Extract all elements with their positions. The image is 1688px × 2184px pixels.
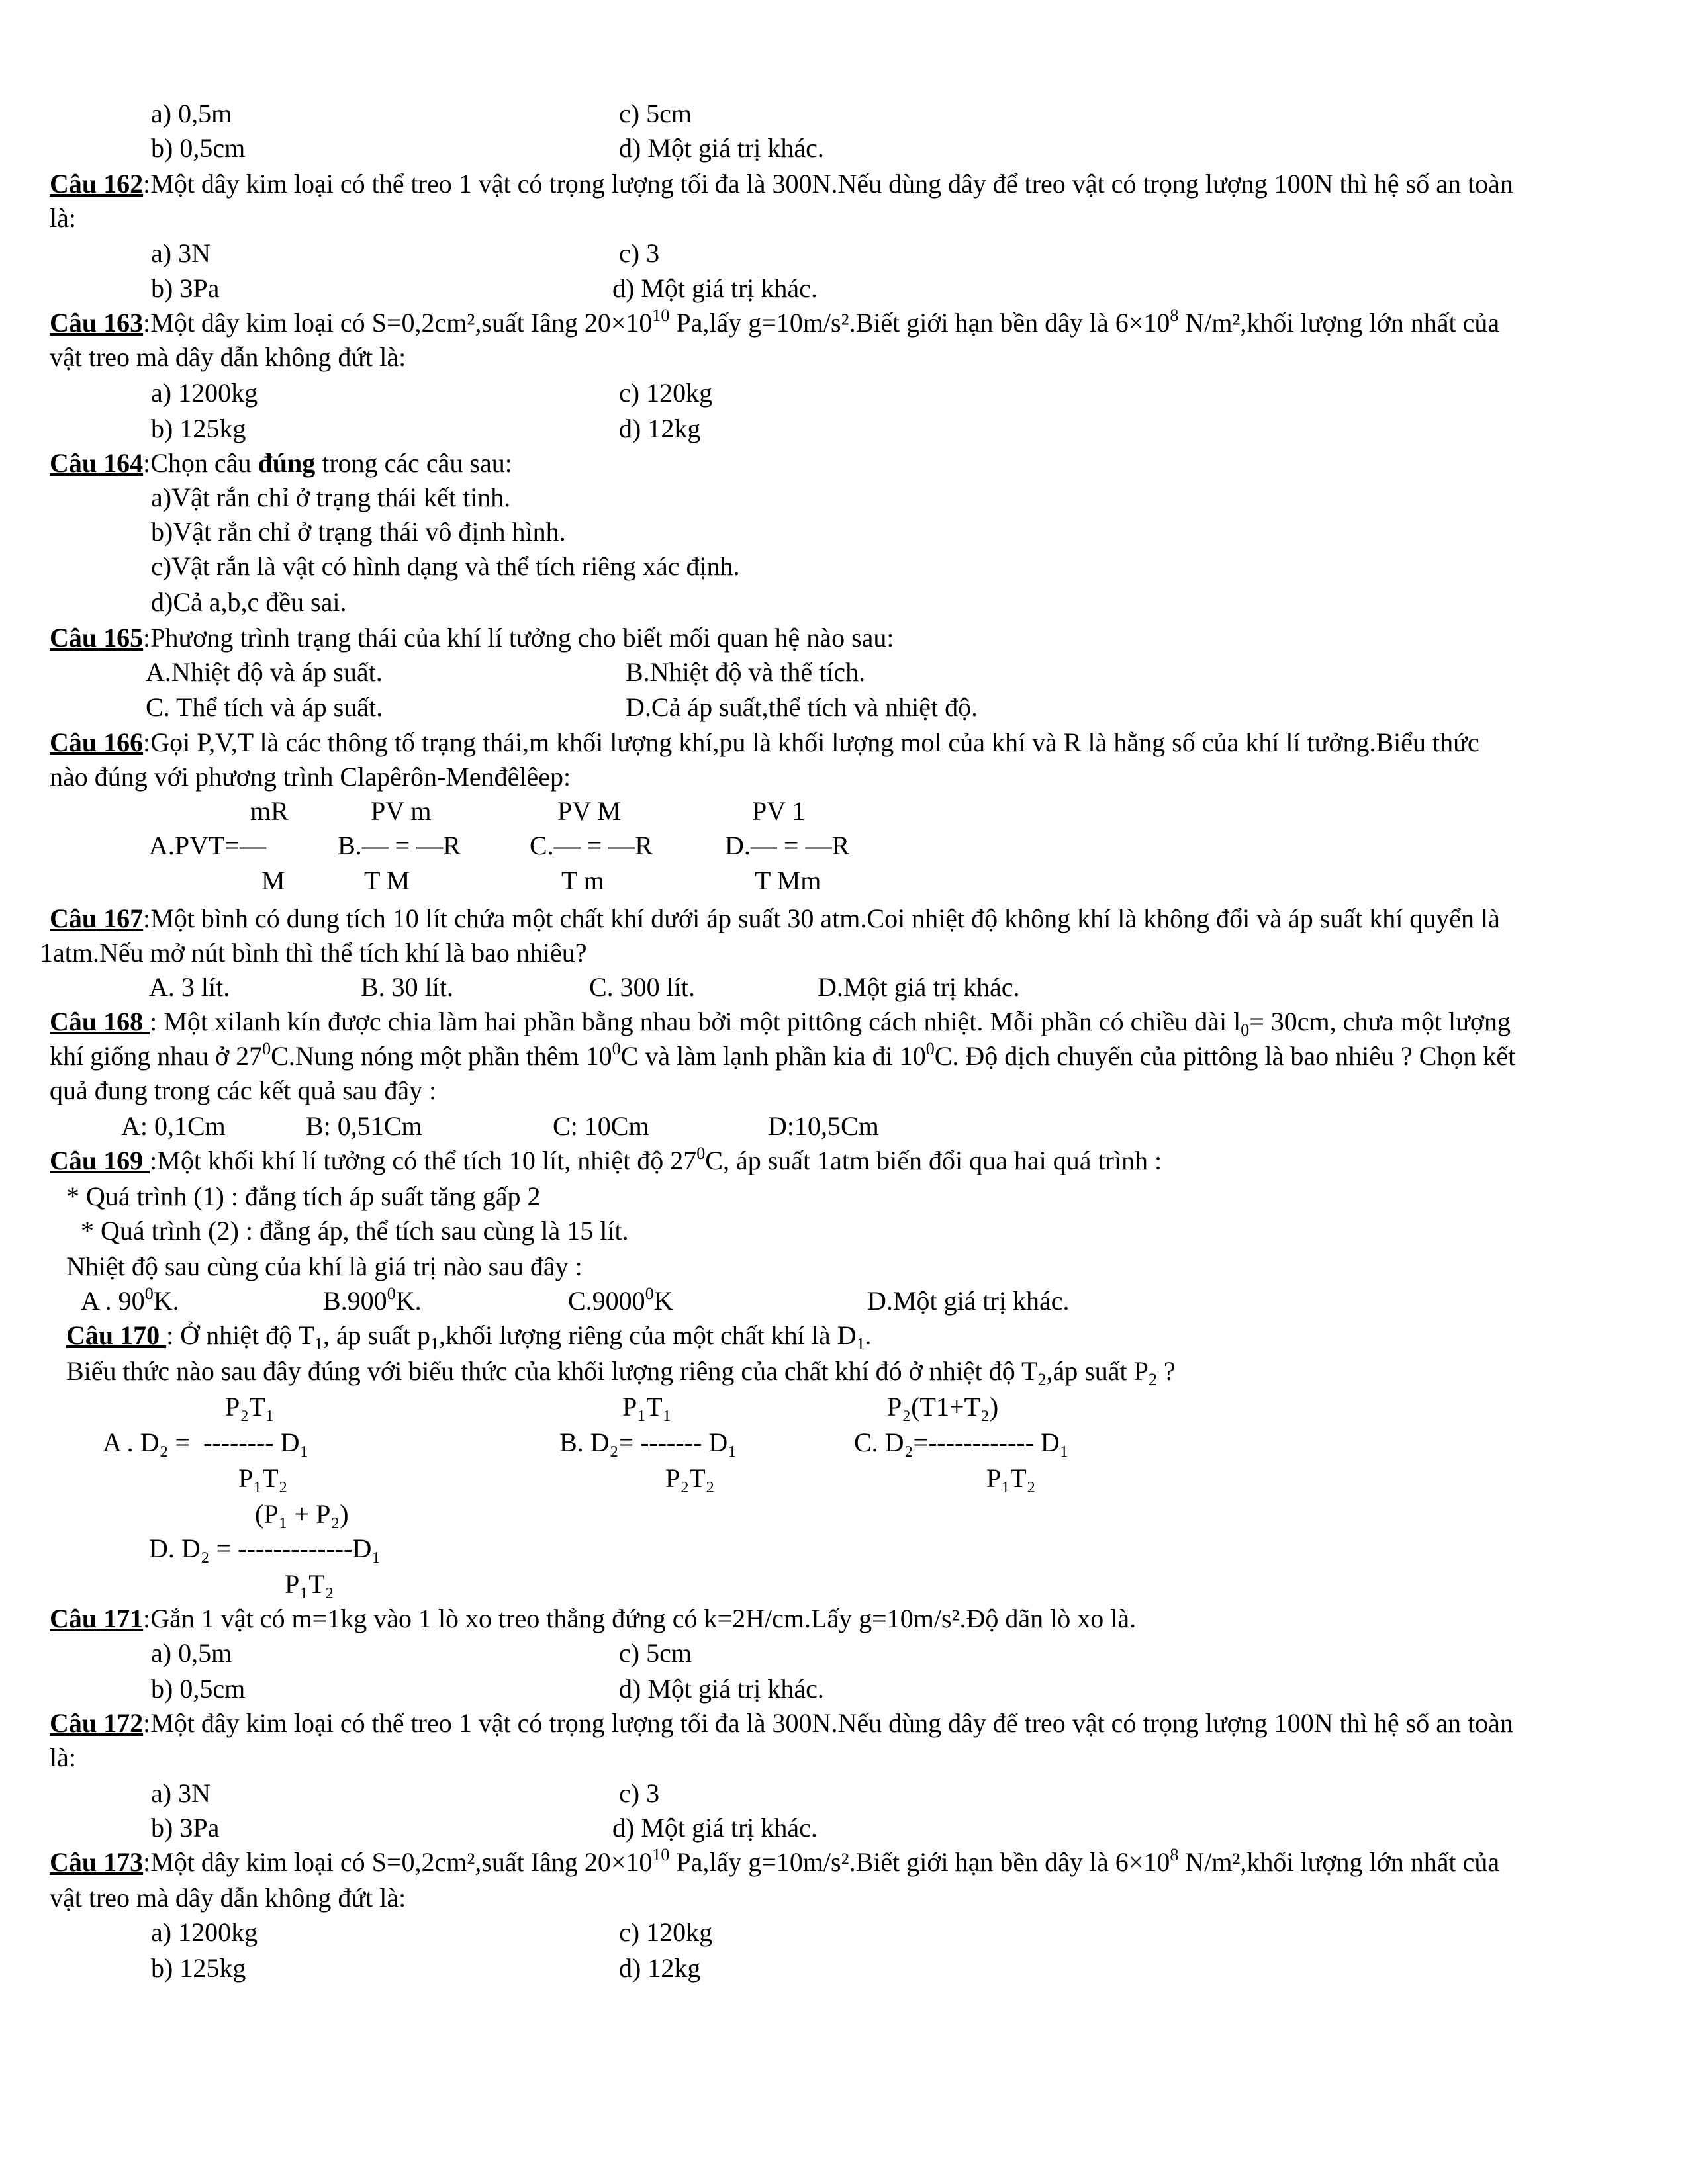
option-d: d) Một giá trị khác. bbox=[619, 1674, 824, 1704]
option-d: d) Một giá trị khác. bbox=[619, 133, 824, 163]
question-164-stem: Câu 164:Chọn câu đúng trong các câu sau: bbox=[50, 448, 512, 478]
option-d: D:10,5Cm bbox=[768, 1111, 879, 1141]
option-a: a) 0,5m bbox=[151, 99, 232, 128]
option-c: c) 120kg bbox=[619, 1917, 713, 1947]
option-b: B.Nhiệt độ và thể tích. bbox=[626, 657, 866, 687]
question-169-stem: Câu 169 :Một khối khí lí tưởng có thể tích 10 lít, nhiệt độ $27^0C$, áp suất 1atm biến đổi qua hai quá trình : bbox=[50, 1144, 1162, 1175]
formula-a-denominator: M bbox=[261, 866, 285, 895]
formula-a-numerator: P₂T₁ bbox=[225, 1392, 275, 1422]
option-b: B. 30 lít. bbox=[361, 972, 454, 1002]
option-c: C: 10Cm bbox=[553, 1111, 649, 1141]
question-number: Câu 165 bbox=[50, 623, 144, 653]
option-d: D.Cả áp suất,thể tích và nhiệt độ. bbox=[626, 692, 978, 722]
option-a: A. 3 lít. bbox=[149, 972, 230, 1002]
formula-d: D.— = —R bbox=[725, 831, 850, 860]
option-c: c) 3 bbox=[619, 238, 660, 268]
formula-b-denominator: P₂T₂ bbox=[665, 1463, 715, 1493]
option-b: b) 3Pa bbox=[151, 273, 220, 303]
question-text-cont: nào đúng với phương trình Clapêrôn-Menđêlêep: bbox=[50, 762, 571, 792]
option-d: d)Cả a,b,c đều sai. bbox=[151, 587, 347, 617]
option-a: a)Vật rắn chỉ ở trạng thái kết tinh. bbox=[151, 482, 511, 512]
question-number: Câu 166 bbox=[50, 727, 144, 757]
question-text-cont: là: bbox=[50, 1743, 76, 1772]
option-c: c) 120kg bbox=[619, 378, 713, 408]
formula-c-numerator: PV M bbox=[557, 796, 621, 826]
formula-d-numerator: PV 1 bbox=[752, 796, 806, 826]
option-a: a) 3N bbox=[151, 238, 211, 268]
question-number: Câu 167 bbox=[50, 903, 144, 933]
option-c: c) 5cm bbox=[619, 99, 692, 128]
formula-d: D. D₂ = -------------D₁ bbox=[149, 1533, 381, 1563]
option-c: c) 3 bbox=[619, 1778, 660, 1808]
option-b: b) 125kg bbox=[151, 414, 246, 443]
question-162-stem bbox=[50, 167, 1513, 201]
option-b: b)Vật rắn chỉ ở trạng thái vô định hình. bbox=[151, 517, 566, 547]
option-d: d) 12kg bbox=[619, 414, 701, 443]
option-d: D.Một giá trị khác. bbox=[867, 1286, 1070, 1316]
formula-b: B. D₂= ------- D₁ bbox=[559, 1428, 737, 1457]
question-173-stem: Câu 173:Một dây kim loại có S=0,2cm²,suất Iâng $20\times 10^{10}$ Pa,lấy g=10m/s².Biết giới hạn bền dây là $6\times 10^8$ N/m²,khối lượng lớn nhất của bbox=[50, 1845, 1500, 1877]
option-b: b) 3Pa bbox=[151, 1813, 220, 1843]
formula-a: A.PVT=— bbox=[149, 831, 267, 860]
question-165-stem: Câu 165:Phương trình trạng thái của khí lí tưởng cho biết mối quan hệ nào sau: bbox=[50, 623, 894, 653]
question-number: Câu 164 bbox=[50, 448, 144, 478]
formula-d-denominator: T Mm bbox=[755, 866, 821, 895]
option-d: d) Một giá trị khác. bbox=[612, 1813, 818, 1843]
formula-a: A . D₂ = -------- D₁ bbox=[103, 1428, 309, 1457]
option-d: d) 12kg bbox=[619, 1953, 701, 1983]
option-a: a) 3N bbox=[151, 1778, 211, 1808]
question-number: Câu 163 bbox=[50, 308, 144, 338]
question-text: :Một dây kim loại có thể treo 1 vật có trọng lượng tối đa là 300N.Nếu dùng dây để treo vật có trọng lượng 100N thì hệ số an toàn bbox=[143, 169, 1513, 199]
option-a: A: 0,1Cm bbox=[121, 1111, 226, 1141]
formula-b-denominator: T M bbox=[364, 866, 410, 895]
option-b: B.900$^0$K. bbox=[323, 1284, 422, 1316]
question-167-stem: Câu 167:Một bình có dung tích 10 lít chứa một chất khí dưới áp suất 30 atm.Coi nhiệt độ không khí là không đổi và áp suất khí quyển là bbox=[50, 903, 1500, 933]
option-c: c)Vật rắn là vật có hình dạng và thể tích riêng xác định. bbox=[151, 551, 740, 581]
option-c: C.9000$^0$K bbox=[568, 1284, 673, 1316]
formula-d-denominator: P₁T₂ bbox=[285, 1569, 334, 1599]
formula-d-numerator: (P₁ + P₂) bbox=[255, 1499, 349, 1529]
formula-c: C.— = —R bbox=[530, 831, 653, 860]
option-b: B: 0,51Cm bbox=[306, 1111, 422, 1141]
question-text-cont: Biểu thức nào sau đây đúng với biểu thức của khối lượng riêng của chất khí đó ở nhiệt độ $T_2,áp$ suất $P_2$ ? bbox=[66, 1356, 1176, 1389]
formula-a-denominator: P₁T₂ bbox=[238, 1463, 288, 1493]
formula-b-numerator: PV m bbox=[371, 796, 432, 826]
formula-c-denominator: P₁T₂ bbox=[986, 1463, 1036, 1493]
formula-c-numerator: P₂(T1+T₂) bbox=[887, 1392, 999, 1422]
option-c: c) 5cm bbox=[619, 1638, 692, 1668]
option-c: C. Thể tích và áp suất. bbox=[146, 692, 383, 722]
option-a: a) 1200kg bbox=[151, 1917, 258, 1947]
formula-c-denominator: T m bbox=[561, 866, 604, 895]
question-text-cont: 1atm.Nếu mở nút bình thì thể tích khí là bao nhiêu? bbox=[40, 938, 587, 968]
option-c: C. 300 lít. bbox=[589, 972, 696, 1002]
formula-c: C. D₂=------------ D₁ bbox=[854, 1428, 1069, 1457]
question-number: Câu 173 bbox=[50, 1847, 144, 1877]
question-168-stem: Câu 168 : Một xilanh kín được chia làm hai phần bằng nhau bởi một pittông cách nhiệt. Mỗi phần có chiều dài $l_0= 30cm$, chưa một lượng bbox=[50, 1007, 1511, 1040]
question-text-cont: Nhiệt độ sau cùng của khí là giá trị nào sau đây : bbox=[66, 1251, 583, 1281]
question-number: Câu 171 bbox=[50, 1604, 144, 1633]
option-b: b) 0,5cm bbox=[151, 133, 246, 163]
option-a: A.Nhiệt độ và áp suất. bbox=[146, 657, 383, 687]
question-text-cont: khí giống nhau ở $27^0C.Nung$ nóng một phần thêm $10^0C$ và làm lạnh phần kia đi $10^0C$. Độ dịch chuyển của pittông là bao nhiêu ? Chọn kết bbox=[50, 1039, 1516, 1071]
question-number: Câu 162 bbox=[50, 169, 144, 199]
question-text-cont: quả đung trong các kết quả sau đây : bbox=[50, 1075, 437, 1105]
question-text-cont: vật treo mà dây dẫn không đứt là: bbox=[50, 1883, 406, 1913]
question-text-cont: là: bbox=[50, 203, 76, 233]
question-171-stem: Câu 171:Gắn 1 vật có m=1kg vào 1 lò xo treo thẳng đứng có k=2H/cm.Lấy g=10m/s².Độ dãn lò xo là. bbox=[50, 1604, 1137, 1633]
question-number: Câu 169 bbox=[50, 1146, 150, 1175]
option-b: b) 125kg bbox=[151, 1953, 246, 1983]
process-2: * Quá trình (2) : đẳng áp, thể tích sau cùng là 15 lít. bbox=[81, 1216, 629, 1246]
question-172-stem: Câu 172:Một đây kim loại có thể treo 1 vật có trọng lượng tối đa là 300N.Nếu dùng dây để treo vật có trọng lượng 100N thì hệ số an toàn bbox=[50, 1708, 1513, 1738]
question-number: Câu 168 bbox=[50, 1007, 150, 1036]
question-number: Câu 172 bbox=[50, 1708, 144, 1738]
question-170-stem: Câu 170 : Ở nhiệt độ $T_1$, áp suất $p_1,khối$ lượng riêng của một chất khí là $D_1$. bbox=[66, 1320, 872, 1353]
question-166-stem: Câu 166:Gọi P,V,T là các thông tố trạng thái,m khối lượng khí,pu là khối lượng mol của khí và R là hằng số của khí lí tưởng.Biểu thức bbox=[50, 727, 1479, 757]
formula-b: B.— = —R bbox=[338, 831, 461, 860]
option-d: d) Một giá trị khác. bbox=[612, 273, 818, 303]
formula-b-numerator: P₁T₁ bbox=[622, 1392, 672, 1422]
option-a: a) 1200kg bbox=[151, 378, 258, 408]
question-163-stem: Câu 163:Một dây kim loại có S=0,2cm²,suất Iâng $20\times 10^{10}$ Pa,lấy g=10m/s².Biết giới hạn bền dây là $6\times 10^8$ N/m²,khối lượng lớn nhất của bbox=[50, 306, 1500, 338]
process-1: * Quá trình (1) : đẳng tích áp suất tăng gấp 2 bbox=[66, 1181, 541, 1211]
question-number: Câu 170 bbox=[66, 1320, 167, 1350]
formula-a-numerator: mR bbox=[250, 796, 289, 826]
option-a: A . $90^0K$. bbox=[81, 1284, 179, 1316]
option-a: a) 0,5m bbox=[151, 1638, 232, 1668]
option-d: D.Một giá trị khác. bbox=[818, 972, 1020, 1002]
option-b: b) 0,5cm bbox=[151, 1674, 246, 1704]
question-text-cont: vật treo mà dây dẫn không đứt là: bbox=[50, 342, 406, 372]
